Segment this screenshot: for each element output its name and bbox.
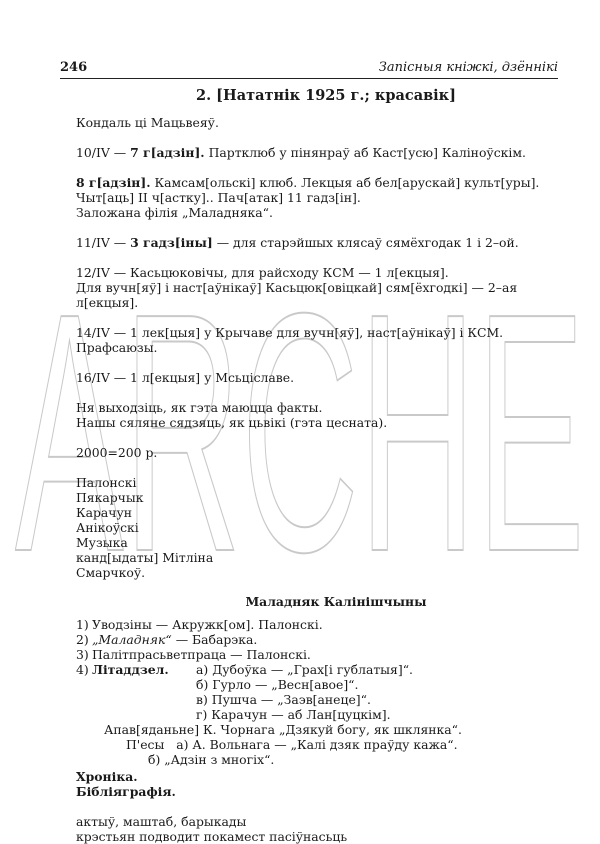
- item-label: б): [196, 677, 209, 692]
- list-item: [76, 632, 556, 647]
- entry-date: 10/IV —: [76, 145, 127, 160]
- entry-line: Нашы сяляне сядзяць, як цьвікі (гэта цесната).: [76, 415, 388, 430]
- entry-line: крэстьян подводит покамест пасіўнасьць: [76, 829, 348, 844]
- entry-time: 8 г[адзін].: [76, 175, 151, 190]
- list-item: Палонскі: [76, 475, 137, 490]
- item-rest: — Бабарэка.: [175, 632, 258, 647]
- entry-line: Прафсаюзы.: [76, 340, 158, 355]
- item-number: 4): [76, 662, 89, 677]
- list-item: [76, 662, 556, 677]
- entry-line: 16/IV — 1 л[екцыя] у Мсьціславе.: [76, 370, 295, 385]
- item-italic: „Маладняк“: [92, 632, 172, 647]
- item-rest: Дубоўка — „Грах[і гублатыя]“.: [212, 662, 413, 677]
- list-item: Музыка: [76, 535, 128, 550]
- item-rest: Карачун — аб Лан[цуцкім].: [211, 707, 391, 722]
- list-item: канд[ыдаты] Мітліна: [76, 550, 214, 565]
- item-text: [196, 677, 358, 692]
- program-list: [76, 617, 556, 767]
- plays-line: [76, 737, 556, 752]
- list-item: Пякарчык: [76, 490, 144, 505]
- list-item: Смарчкоў.: [76, 565, 146, 580]
- plays-item: б) „Адзін з многіх“.: [148, 752, 275, 767]
- running-header: [60, 60, 558, 79]
- entry-text: Партклюб у пінянраў аб Каст[усю] Каліноўскім.: [208, 145, 526, 160]
- item-text: Палітпрасьветпраца — Палонскі.: [92, 647, 311, 662]
- entry-text: — для старэйшых клясаў сямёхгодак 1 і 2–ой.: [216, 235, 519, 250]
- list-item: [76, 647, 556, 662]
- entry-time: 7 г[адзін].: [130, 145, 205, 160]
- item-text: [196, 707, 391, 722]
- bibliography-heading: Бібліяграфія.: [76, 784, 176, 799]
- entry-date: 11/IV —: [76, 235, 127, 250]
- page-number: 246: [60, 60, 88, 75]
- program-heading: Маладняк Калінішчыны: [245, 594, 427, 609]
- names-list: [76, 475, 556, 580]
- watermark-text: ARCHE: [15, 243, 585, 555]
- item-rest: Гурло — „Весн[авое]“.: [212, 677, 359, 692]
- entry-line: Ня выходзіць, як гэта маюцца факты.: [76, 400, 323, 415]
- item-text: Уводзіны — Акружк[ом]. Палонскі.: [92, 617, 323, 632]
- recitation-line: Апав[яданьне] К. Чорнага „Дзякуй богу, як шклянка“.: [104, 722, 462, 737]
- list-item: [76, 692, 556, 707]
- entry-line: 14/IV — 1 лек[цыя] у Крычаве для вучн[яў], наст[аўнікаў] і КСМ.: [76, 325, 504, 340]
- entry-line: 2000=200 р.: [76, 445, 158, 460]
- entry-line: актыў, маштаб, барыкады: [76, 814, 247, 829]
- entry-10-iv: [76, 145, 556, 160]
- item-text: [196, 662, 413, 677]
- section-title: 2. [Нататнік 1925 г.; красавік]: [195, 87, 457, 104]
- document-body: [76, 88, 556, 844]
- plays-item: а) А. Вольнага — „Калі дзяк праўду кажа“.: [176, 737, 458, 752]
- entry-line: Заложана філія „Маладняка“.: [76, 205, 273, 220]
- entry-11-iv: [76, 235, 556, 250]
- item-label: г): [196, 707, 208, 722]
- item-text: [196, 692, 371, 707]
- list-item: [76, 617, 556, 632]
- list-item: Карачун: [76, 505, 133, 520]
- lit-heading: Літаддзел.: [92, 662, 169, 677]
- item-rest: Пушча — „Заэв[анеце]“.: [211, 692, 371, 707]
- entry-8-hours: [76, 175, 556, 205]
- item-label: в): [196, 692, 208, 707]
- item-number: 1): [76, 617, 89, 632]
- entry-time: 3 гадз[іны]: [130, 235, 213, 250]
- chronicle-heading: Хроніка.: [76, 769, 138, 784]
- item-label: а): [196, 662, 209, 677]
- entry-line: 12/IV — Касьцюковічы, для райсходу КСМ — 1 л[екцыя].: [76, 265, 449, 280]
- entry-line: Для вучн[яў] і наст[аўнікаў] Касьцюк[овіцкай] сям[ёхгодкі] — 2–ая л[екцыя].: [76, 280, 518, 310]
- item-number: 3): [76, 647, 89, 662]
- item-number: 2): [76, 632, 89, 647]
- entry-line: Кондаль ці Мацьвеяў.: [76, 115, 219, 130]
- list-item: [76, 677, 556, 692]
- list-item: Анікоўскі: [76, 520, 139, 535]
- list-item: [76, 707, 556, 722]
- plays-label: П'есы: [126, 737, 165, 752]
- running-title: Запісныя кніжкі, дзённікі: [378, 60, 558, 75]
- item-text: [92, 632, 257, 647]
- entry-text: Камсам[ольскі] клюб. Лекцыя аб бел[арускай] культ[уры]. Чыт[аць] II ч[астку].. Пач[атак] 11 гадз[ін].: [76, 175, 540, 205]
